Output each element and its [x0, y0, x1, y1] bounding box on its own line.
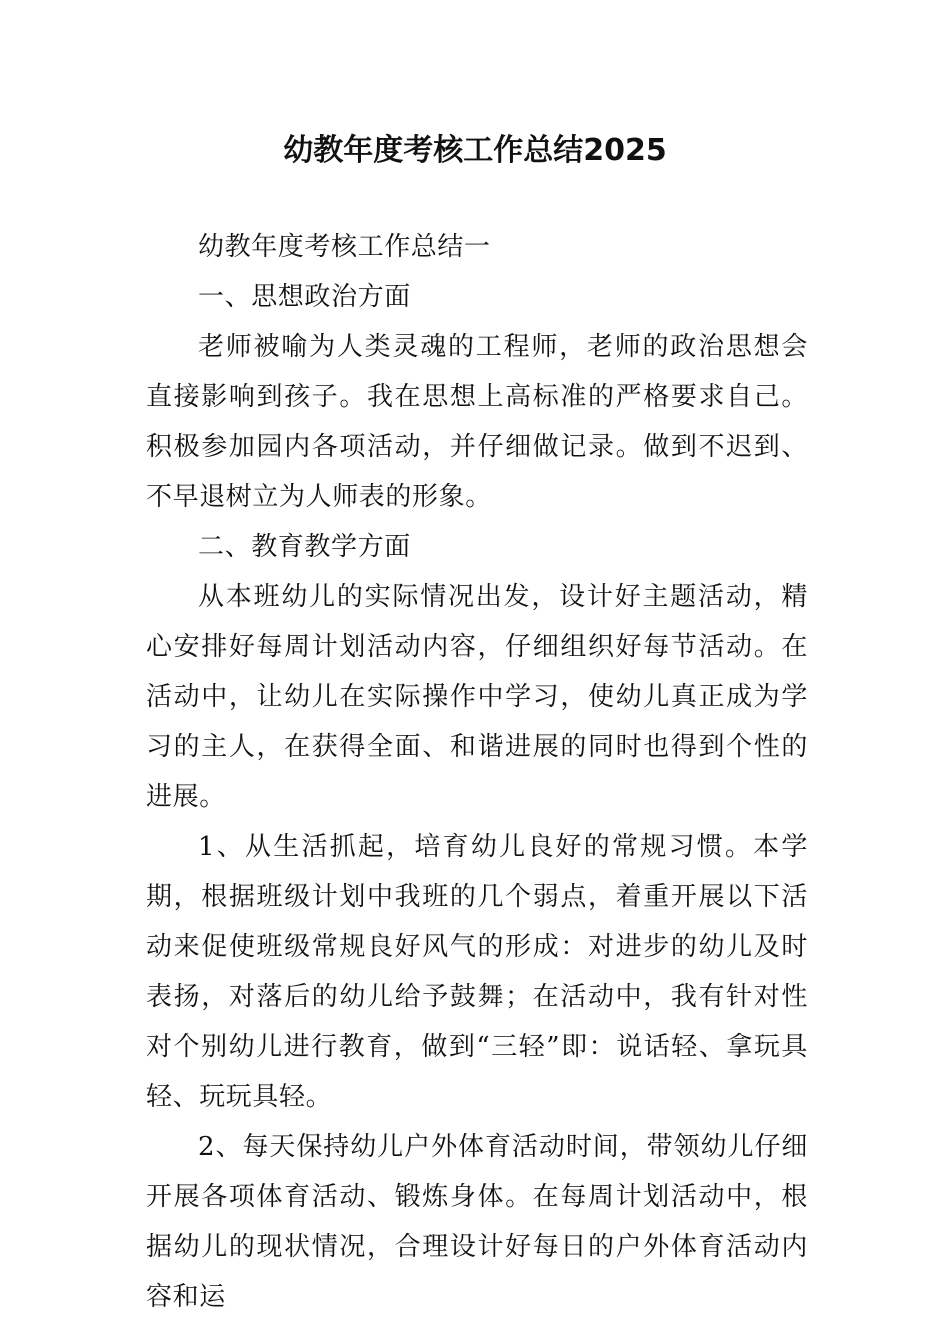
paragraph-item-1: 1、从生活抓起，培育幼儿良好的常规习惯。本学期，根据班级计划中我班的几个弱点，着重开展以下活动来促使班级常规良好风气的形成：对进步的幼儿及时表扬，对落后的幼儿给予鼓舞；在活动中，我有针对性对个别幼儿进行教育，做到“三轻”即：说话轻、拿玩具轻、玩玩具轻。 — [146, 832, 808, 1112]
paragraph-teaching: 从本班幼儿的实际情况出发，设计好主题活动，精心安排好每周计划活动内容，仔细组织好每节活动。在活动中，让幼儿在实际操作中学习，使幼儿真正成为学习的主人，在获得全面、和谐进展的同时也得到个性的进展。 — [146, 582, 808, 812]
section-heading-politics: 一、思想政治方面 — [198, 282, 411, 312]
document-body — [146, 222, 808, 1322]
paragraph-item-2: 2、每天保持幼儿户外体育活动时间，带领幼儿仔细开展各项体育活动、锻炼身体。在每周计划活动中，根据幼儿的现状情况，合理设计好每日的户外体育活动内容和运 — [146, 1132, 808, 1312]
section-heading-teaching: 二、教育教学方面 — [198, 532, 411, 562]
section-subtitle: 幼教年度考核工作总结一 — [198, 232, 491, 262]
paragraph-politics: 老师被喻为人类灵魂的工程师，老师的政治思想会直接影响到孩子。我在思想上高标准的严格要求自己。积极参加园内各项活动，并仔细做记录。做到不迟到、不早退树立为人师表的形象。 — [146, 332, 808, 512]
document-title: 幼教年度考核工作总结2025 — [283, 133, 667, 168]
